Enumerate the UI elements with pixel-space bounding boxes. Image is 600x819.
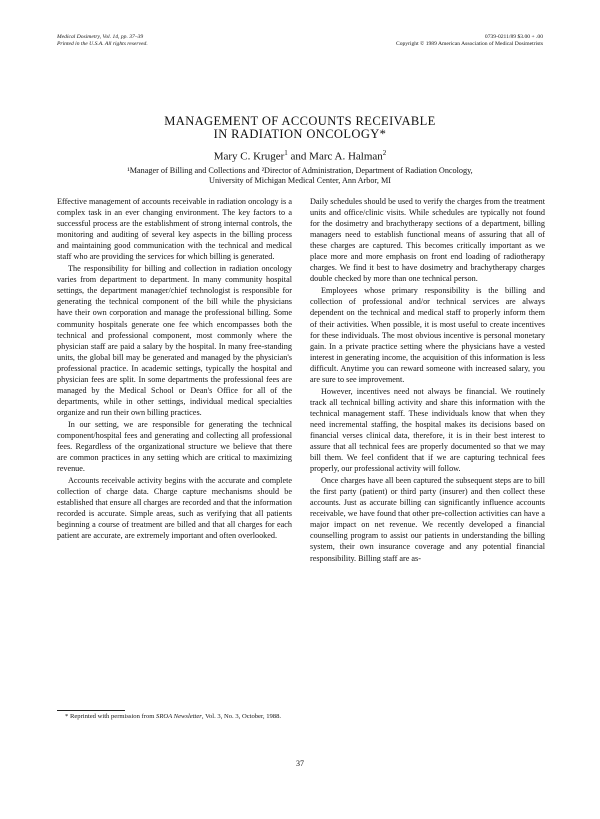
author-1: Mary C. Kruger <box>213 150 285 163</box>
footnote-rule <box>57 710 125 711</box>
journal-header-left <box>57 34 148 48</box>
author-2: Marc A. Halman <box>309 150 383 163</box>
issn-line: 0739-0211/89 $3.00 + .00 <box>484 34 543 40</box>
author-1-mark: 1 <box>284 149 288 157</box>
left-column <box>57 196 292 542</box>
body-paragraph: Effective management of accounts receivable in radiation oncology is a complex task in an ever changing environment. The key factors to a successful process are the establishment of strong internal controls, the monitoring and auditing of several key aspects in the billing process and maintaining good communication with the technical and medical staff who are providing the services for which billing is generated. <box>57 197 292 262</box>
body-paragraph: Employees whose primary responsibility is the billing and collection of professional and/or technical services are always dependent on the technical and medical staff to properly inform them of their activities. When possible, it is most useful to create incentives for these individuals. The most obvious incentive is personal monetary gain. In a private practice setting where the physicians have a vested interest in generating income, the acquisition of this information is less difficult. Anytime you can reward someone with increased salary, you are sure to see improvement. <box>310 286 545 384</box>
author-2-mark: 2 <box>382 149 387 157</box>
journal-header-right <box>396 34 543 48</box>
affiliation-line-1: ¹Manager of Billing and Collections and ²Director of Administration, Department of Radiation Oncology, <box>127 166 473 175</box>
printed-notice: Printed in the U.S.A. All rights reserved. <box>57 41 148 47</box>
body-paragraph: Daily schedules should be used to verify the charges from the treatment units and office/clinic visits. While schedules are typically not found for the dosimetry and brachytherapy sections of a department, billing managers need to establish functional means of assuring that all of these charges are captured. This becomes critically important as we place more and more emphasis on front end loading of radiotherapy charges. We find it best to have dosimetry and brachytherapy charges double checked by more than one technical person. <box>310 197 545 284</box>
copyright-line: Copyright © 1989 American Association of Medical Dosimetrists <box>395 41 543 47</box>
article-title <box>0 115 600 141</box>
page-number: 37 <box>296 759 304 768</box>
title-line-2: IN RADIATION ONCOLOGY* <box>213 127 387 141</box>
journal-citation: Medical Dosimetry, Vol. 14, pp. 37–39 <box>57 34 144 40</box>
footnote-source: SROA Newsletter <box>156 713 202 720</box>
author-line <box>0 149 600 163</box>
title-line-1: MANAGEMENT OF ACCOUNTS RECEIVABLE <box>164 114 436 128</box>
body-paragraph: Accounts receivable activity begins with the accurate and complete collection of charge data. Charge capture mechanisms should be established that ensure all charges are recorded and that the information recorded is accurate. Simple areas, such as verifying that all patients beginning a course of treatment are billed and that all charges for each patient are accurate, are extremely important and often overlooked. <box>57 476 292 541</box>
author-and: and <box>287 150 310 163</box>
body-paragraph: Once charges have all been captured the subsequent steps are to bill the first party (patient) or third party (insurer) and then collect these accounts. Just as accurate billing can significantly influence accounts receivable, we have found that other pre-collection activities can have a major impact on net revenue. We recently developed a financial counselling program to assist our patients in understanding the billing system, their own insurance coverage and any potential financial responsibility. Billing staff are as- <box>310 476 545 563</box>
footnote-prefix: * Reprinted with permission from <box>65 713 157 720</box>
affiliation <box>0 166 600 185</box>
body-paragraph: In our setting, we are responsible for generating the technical component/hospital fees and generating and collecting all professional fees. Regardless of the organizational structure we believe that there are common practices in any setting which are critical to maximizing revenue. <box>57 419 292 474</box>
body-paragraph: However, incentives need not always be financial. We routinely track all technical billing activity and share this information with the technical management staff. These individuals know that when they need incremental staffing, the hospital makes its decisions based on financial verses clinical data, therefore, it is in their best interest to assure that all technical fees are properly documented so that we may bill them. We feel confident that if we are capturing technical fees properly, our professional activity will follow. <box>310 386 545 474</box>
right-column <box>310 196 545 565</box>
footnote-suffix: , Vol. 3, No. 3, October, 1988. <box>201 713 282 720</box>
footnote <box>57 713 292 721</box>
affiliation-line-2: University of Michigan Medical Center, Ann Arbor, MI <box>209 175 391 185</box>
body-paragraph: The responsibility for billing and collection in radiation oncology varies from department to department. In many community hospital settings, the department manager/chief technologist is responsible for generating the technical component of the bill while the physicians have their own corporation and manage the professional billing. Some community hospitals generate one fee which encompasses both the technical and professional component, most commonly where the physician staff are paid a salary by the hospital. In many free-standing units, the global bill may be generated and managed by the physician's professional practice. In academic settings, typically the hospital and physician fees are split. In some departments the professional fees are managed by the Medical School or Dean's Office for all of the departments, while in other settings, individual medical specialties organize and run their own billing practices. <box>57 264 292 417</box>
